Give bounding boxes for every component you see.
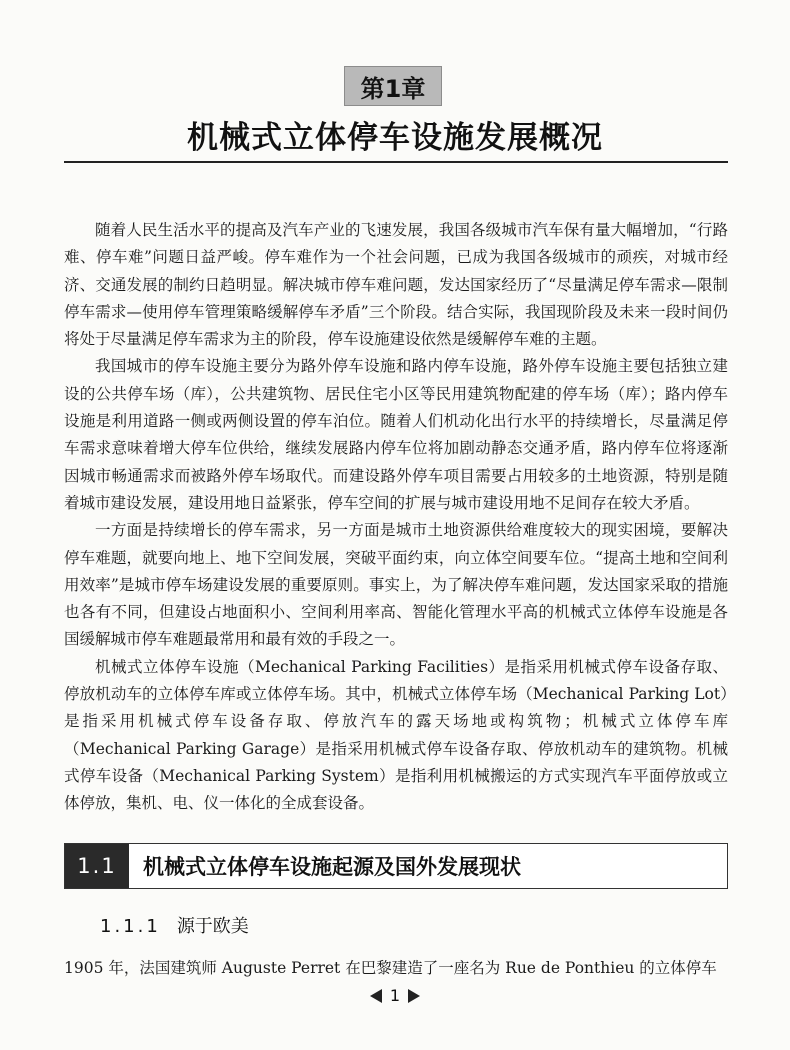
triangle-right-icon (408, 989, 420, 1003)
paragraph: 随着人民生活水平的提高及汽车产业的飞速发展，我国各级城市汽车保有量大幅增加，“行路难、停车难”问题日益严峻。停车难作为一个社会问题，已成为我国各级城市的顽疾，对城市经济、交通发展的制约日趋明显。解决城市停车难问题，发达国家经历了“尽量满足停车需求—限制停车需求—使用停车管理策略缓解停车矛盾”三个阶段。结合实际，我国现阶段及未来一段时间仍将处于尽量满足停车需求为主的阶段，停车设施建设依然是缓解停车难的主题。 (64, 221, 728, 349)
section-heading (64, 843, 728, 889)
chapter-label: 第1章 (344, 66, 442, 106)
title-divider (64, 161, 728, 163)
subsection-heading (100, 912, 249, 938)
section-number: 1.1 (65, 844, 129, 888)
paragraph: 机械式立体停车设施（Mechanical Parking Facilities）是指采用机械式停车设备存取、停放机动车的立体停车库或立体停车场。其中，机械式立体停车场（Mechanical Parking Lot）是指采用机械式停车设备存取、停放汽车的露天场地或构筑物；机械式立体停车库（Mechanical Parking Garage）是指采用机械式停车设备存取、停放机动车的建筑物。机械式停车设备（Mechanical Parking System）是指利用机械搬运的方式实现汽车平面停放或立体停放，集机、电、仪一体化的全成套设备。 (64, 657, 728, 813)
paragraph-continued: 1905 年，法国建筑师 Auguste Perret 在巴黎建造了一座名为 Rue de Ponthieu 的立体停车 (64, 959, 717, 977)
subsection-number: 1.1.1 (100, 916, 161, 937)
subsection-title: 源于欧美 (176, 916, 249, 937)
page-number: 1 (389, 986, 401, 1005)
page-number-indicator (0, 986, 790, 1005)
body-text (64, 217, 728, 818)
section-title: 机械式立体停车设施起源及国外发展现状 (143, 855, 521, 879)
triangle-left-icon (370, 989, 382, 1003)
chapter-title: 机械式立体停车设施发展概况 (187, 120, 603, 156)
paragraph: 我国城市的停车设施主要分为路外停车设施和路内停车设施，路外停车设施主要包括独立建设的公共停车场（库），公共建筑物、居民住宅小区等民用建筑物配建的停车场（库）；路内停车设施是利用道路一侧或两侧设置的停车泊位。随着人们机动化出行水平的持续增长，尽量满足停车需求意味着增大停车位供给，继续发展路内停车位将加剧动静态交通矛盾，路内停车位将逐渐因城市畅通需求而被路外停车场取代。而建设路外停车项目需要占用较多的土地资源，特别是随着城市建设发展，建设用地日益紧张，停车空间的扩展与城市建设用地不足间存在较大矛盾。 (64, 357, 728, 512)
paragraph: 一方面是持续增长的停车需求，另一方面是城市土地资源供给难度较大的现实困境，要解决停车难题，就要向地上、地下空间发展，突破平面约束，向立体空间要车位。“提高土地和空间利用效率”是城市停车场建设发展的重要原则。事实上，为了解决停车难问题，发达国家采取的措施也各有不同，但建设占地面积小、空间利用率高、智能化管理水平高的机械式立体停车设施是各国缓解城市停车难题最常用和最有效的手段之一。 (64, 521, 728, 649)
